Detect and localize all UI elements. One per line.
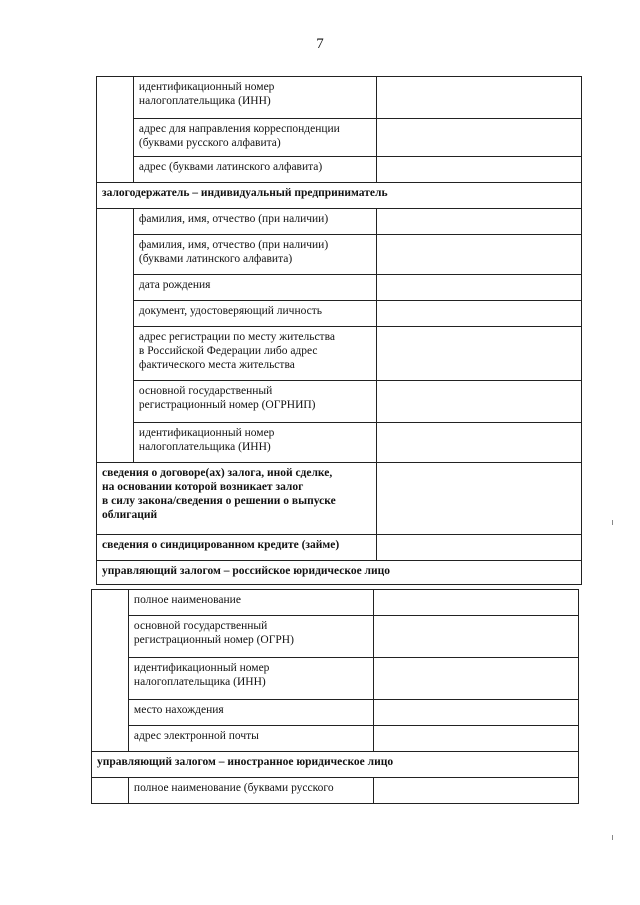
form-row	[97, 77, 582, 119]
field-label: фамилия, имя, отчество (при наличии) (буквами латинского алфавита)	[133, 235, 376, 275]
field-value[interactable]	[376, 209, 581, 235]
section-header-row	[97, 561, 582, 585]
field-label: идентификационный номер налогоплательщика (ИНН)	[128, 658, 373, 700]
section-title: управляющий залогом – российское юридическое лицо	[97, 561, 582, 585]
field-value[interactable]	[376, 119, 581, 157]
section-header-row	[92, 752, 579, 778]
section-header-row	[97, 183, 582, 209]
form-table-upper	[96, 76, 582, 585]
section-title: залогодержатель – индивидуальный предприниматель	[97, 183, 582, 209]
indent-cell	[97, 77, 134, 183]
field-value[interactable]	[373, 778, 578, 804]
form-row	[97, 463, 582, 535]
field-value[interactable]	[376, 275, 581, 301]
form-table-lower	[91, 589, 579, 804]
page-number: 7	[316, 36, 324, 52]
field-value[interactable]	[373, 616, 578, 658]
indent-cell	[92, 590, 129, 752]
field-value[interactable]	[373, 658, 578, 700]
form-row	[97, 423, 582, 463]
form-row	[97, 235, 582, 275]
form-row	[97, 327, 582, 381]
scan-mark	[612, 520, 613, 525]
field-label: адрес электронной почты	[128, 726, 373, 752]
field-label: идентификационный номер налогоплательщика (ИНН)	[133, 77, 376, 119]
field-label: адрес для направления корреспонденции (буквами русского алфавита)	[133, 119, 376, 157]
field-label: полное наименование	[128, 590, 373, 616]
field-label: адрес (буквами латинского алфавита)	[133, 157, 376, 183]
form-row	[92, 778, 579, 804]
field-value[interactable]	[376, 235, 581, 275]
form-row	[92, 616, 579, 658]
form-row	[97, 381, 582, 423]
field-label: место нахождения	[128, 700, 373, 726]
form-row	[97, 119, 582, 157]
field-label: фамилия, имя, отчество (при наличии)	[133, 209, 376, 235]
field-value[interactable]	[373, 700, 578, 726]
field-label-bold: сведения о договоре(ах) залога, иной сделке, на основании которой возникает залог в силу закона/сведения о решении о выпуске облигаций	[97, 463, 377, 535]
field-value[interactable]	[376, 301, 581, 327]
section-title: управляющий залогом – иностранное юридическое лицо	[92, 752, 579, 778]
field-value[interactable]	[376, 77, 581, 119]
field-value[interactable]	[376, 535, 581, 561]
field-label: основной государственный регистрационный номер (ОГРН)	[128, 616, 373, 658]
form-row	[97, 209, 582, 235]
indent-cell	[97, 209, 134, 463]
field-value[interactable]	[376, 327, 581, 381]
field-value[interactable]	[373, 590, 578, 616]
field-label: идентификационный номер налогоплательщика (ИНН)	[133, 423, 376, 463]
field-value[interactable]	[376, 463, 581, 535]
field-value[interactable]	[373, 726, 578, 752]
form-row	[92, 590, 579, 616]
field-label: дата рождения	[133, 275, 376, 301]
field-label: основной государственный регистрационный номер (ОГРНИП)	[133, 381, 376, 423]
field-value[interactable]	[376, 423, 581, 463]
form-row	[92, 700, 579, 726]
scan-mark	[612, 835, 613, 840]
form-row	[92, 658, 579, 700]
field-value[interactable]	[376, 157, 581, 183]
field-value[interactable]	[376, 381, 581, 423]
field-label-bold: сведения о синдицированном кредите (займе)	[97, 535, 377, 561]
indent-cell	[92, 778, 129, 804]
field-label: полное наименование (буквами русского	[128, 778, 373, 804]
form-row	[97, 301, 582, 327]
field-label: документ, удостоверяющий личность	[133, 301, 376, 327]
form-row	[92, 726, 579, 752]
form-row	[97, 275, 582, 301]
field-label: адрес регистрации по месту жительства в Российской Федерации либо адрес фактического места жительства	[133, 327, 376, 381]
form-row	[97, 157, 582, 183]
form-row	[97, 535, 582, 561]
